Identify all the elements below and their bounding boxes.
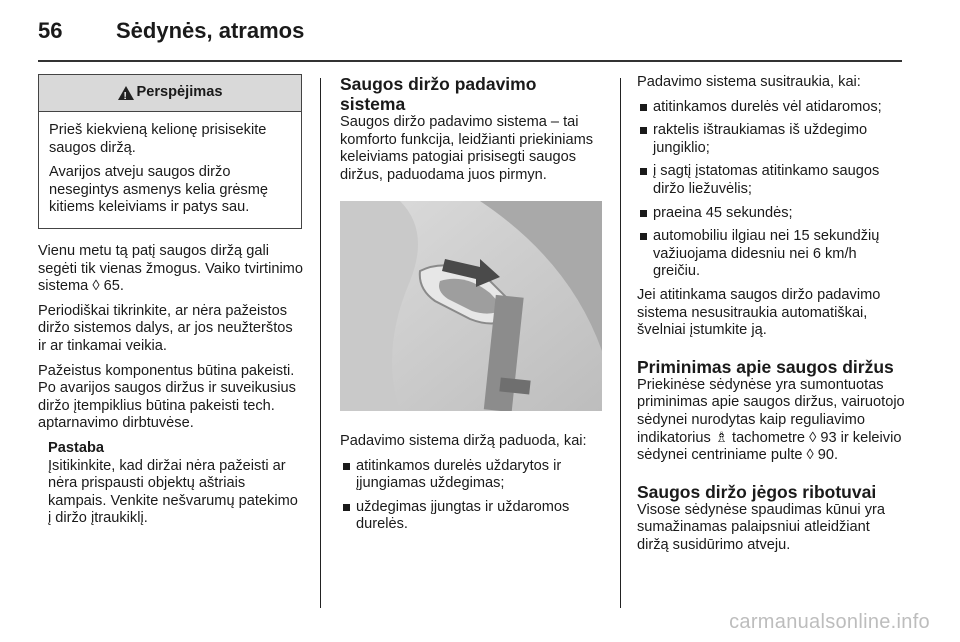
warning-body: [39, 112, 301, 228]
body-paragraph: Pažeistus komponentus būtina pakeisti. Po avarijos saugos diržus ir suveikusius diržo įtempiklius būtina pakeisti tech. aptarnavimo dirbtuvėse.: [38, 362, 296, 432]
force-limiters-text: Visose sėdynėse spaudimas kūnui yra sumažinamas palaipsniui atleidžiant diržą susidūrimo atveju.: [637, 501, 885, 553]
note-text: Įsitikinkite, kad diržai nėra pažeisti ar nėra prispausti objektų aštriais kampais. Venkite nešvarumų patekimo į diržo įtraukiklį.: [48, 457, 298, 527]
column-divider-2: [620, 78, 621, 608]
section-intro: Saugos diržo padavimo sistema – tai komforto funkcija, leidžianti priekiniams keleiviams patogiai prisisegti saugos diržus, paduodama juos pirmyn.: [340, 114, 594, 183]
after-image-text: Padavimo sistema diržą paduoda, kai:: [340, 432, 587, 449]
note-title: Pastaba: [48, 439, 104, 456]
list-item: atitinkamos durelės vėl atidaromos;: [637, 99, 905, 117]
column-3: [637, 74, 905, 561]
belt-reminder-text: Priekinėse sėdynėse yra sumontuotas priminimas apie saugos diržus, vairuotojo sėdynei nurodytas kaip reguliavimo indikatorius ♗ tachometre ◊ 93 ir keleivio sėdynei centriniame pulte ◊ 90.: [637, 376, 905, 464]
warning-paragraph: Avarijos atveju saugos diržo nesegintys asmenys kelia grėsmę kitiems keleiviams ir patys sau.: [49, 164, 269, 216]
list-item: praeina 45 sekundės;: [637, 205, 905, 223]
note-block: [38, 440, 304, 528]
watermark: carmanualsonline.info: [729, 611, 930, 633]
warning-paragraph: Prieš kiekvieną kelionę prisisekite saugos diržą.: [49, 122, 267, 156]
column-2: [340, 74, 604, 540]
section-heading-belt-reminder: Priminimas apie saugos diržus: [637, 356, 894, 377]
warning-header: [39, 75, 301, 112]
list-item: uždegimas įjungtas ir uždaromos durelės.: [340, 499, 604, 534]
list-item: į sagtį įstatomas atitinkamo saugos diržo liežuvėlis;: [637, 163, 905, 198]
retract-intro: Padavimo sistema susitraukia, kai:: [637, 74, 861, 90]
column-divider-1: [320, 78, 321, 608]
header-rule: [38, 60, 902, 62]
page-title: Sėdynės, atramos: [116, 18, 305, 43]
page-number: 56: [38, 18, 63, 43]
body-paragraph: Vienu metu tą patį saugos diržą gali segėti tik vienas žmogus. Vaiko tvirtinimo sistema ◊ 65.: [38, 242, 303, 295]
body-paragraph: Periodiškai tikrinkite, ar nėra pažeistos diržo sistemos dalys, ar jos neužterštos ir ar tinkamai veikia.: [38, 302, 293, 354]
column-1: [38, 74, 304, 528]
presenter-retract-list: [637, 99, 905, 281]
list-item: atitinkamos durelės uždarytos ir įjungiamas uždegimas;: [340, 458, 604, 493]
section-heading-force-limiters: Saugos diržo jėgos ribotuvai: [637, 481, 877, 502]
warning-box: [38, 74, 302, 229]
list-item: raktelis ištraukiamas iš uždegimo jungiklio;: [637, 122, 905, 157]
warning-triangle-icon: [118, 86, 134, 100]
retract-note: Jei atitinkama saugos diržo padavimo sistema nesusitraukia automatiškai, švelniai įstumkite ją.: [637, 286, 881, 339]
belt-presenter-photo: [340, 201, 602, 411]
presenter-extend-list: [340, 458, 604, 534]
warning-title: Perspėjimas: [136, 84, 223, 101]
section-heading-belt-presenter: Saugos diržo padavimo sistema: [340, 74, 537, 114]
list-item: automobiliu ilgiau nei 15 sekundžių važiuojama didesniu nei 6 km/h greičiu.: [637, 228, 905, 281]
